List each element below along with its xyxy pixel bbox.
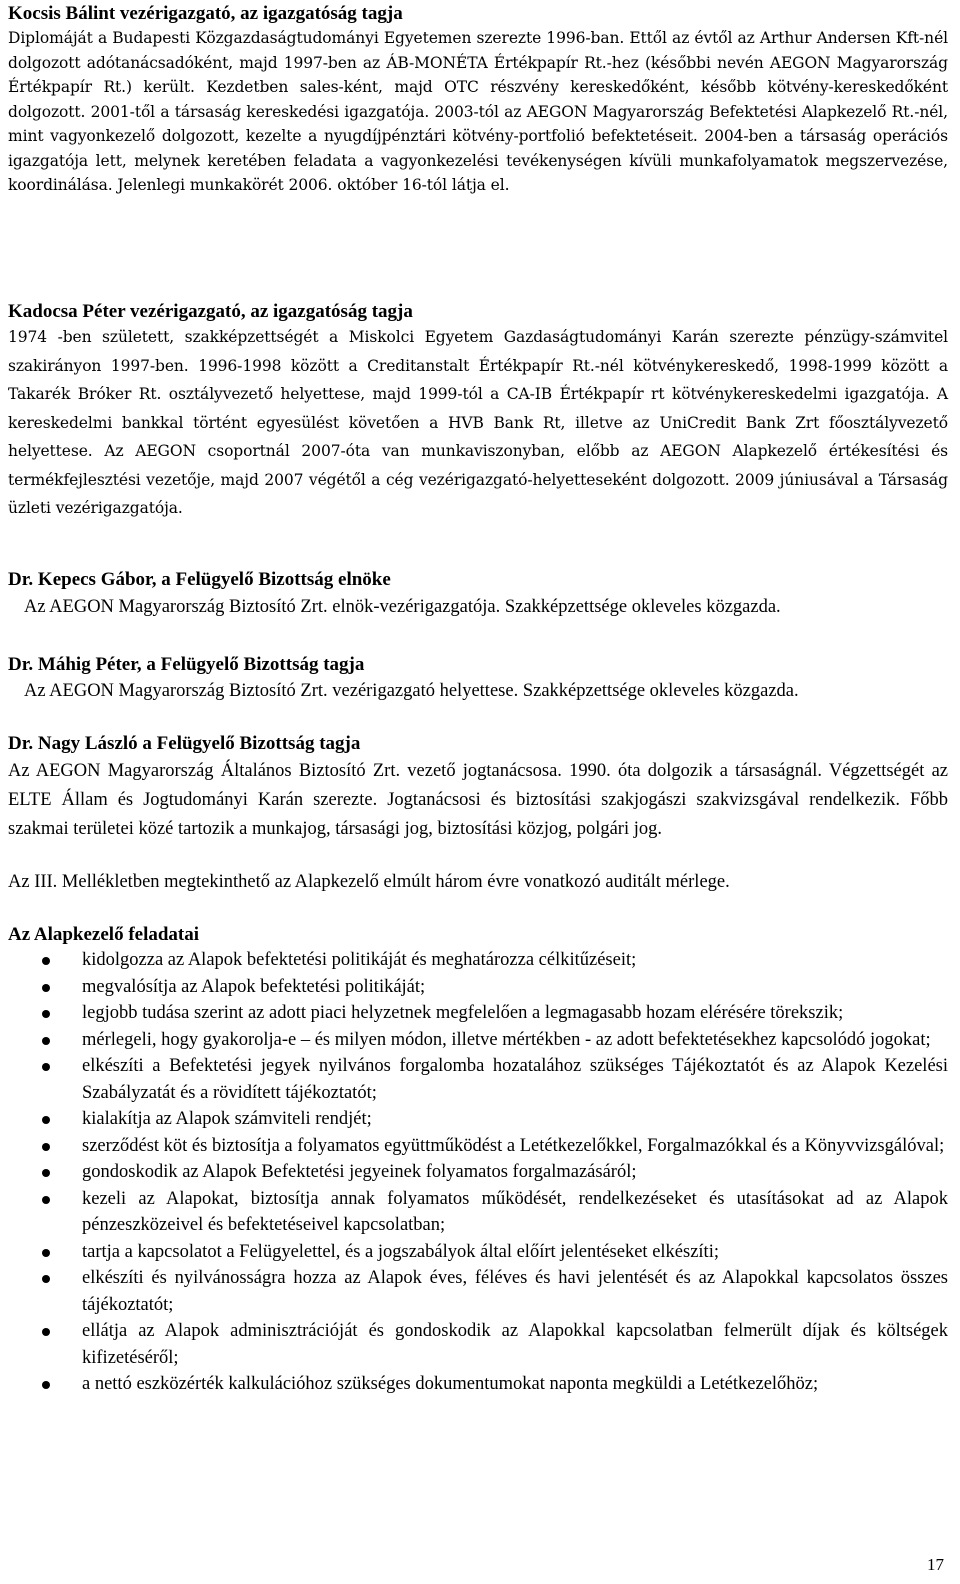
- bullet-icon: [42, 1063, 50, 1071]
- bullet-icon: [42, 1196, 50, 1204]
- bullet-icon: [42, 1249, 50, 1257]
- mahig-heading: Dr. Máhig Péter, a Felügyelő Bizottság tagja: [8, 654, 365, 675]
- bullet-icon: [42, 1010, 50, 1018]
- bullet-icon: [42, 1275, 50, 1283]
- tasks-list: [8, 947, 948, 1398]
- list-item: szerződést köt és biztosítja a folyamatos együttműködést a Letétkezelőkkel, Forgalmazókkal és a Könyvvizsgálóval;: [8, 1133, 948, 1160]
- bullet-icon: [42, 1381, 50, 1389]
- list-item: gondoskodik az Alapok Befektetési jegyeinek folyamatos forgalmazásáról;: [8, 1159, 948, 1186]
- mahig-bio: Az AEGON Magyarország Biztosító Zrt. vezérigazgató helyettese. Szakképzettsége okleveles közgazda.: [24, 681, 799, 701]
- kepecs-bio: Az AEGON Magyarország Biztosító Zrt. elnök-vezérigazgatója. Szakképzettsége okleveles közgazda.: [24, 597, 781, 617]
- list-item: kialakítja az Alapok számviteli rendjét;: [8, 1106, 948, 1133]
- bullet-icon: [42, 957, 50, 965]
- list-item: mérlegeli, hogy gyakorolja-e – és milyen módon, illetve mértékben - az adott befektetésekhez kapcsolódó jogokat;: [8, 1027, 948, 1054]
- list-item: kezeli az Alapokat, biztosítja annak folyamatos működését, rendelkezéseket és utasításokat ad az Alapok pénzeszközeivel és befektetéseivel kapcsolatban;: [8, 1186, 948, 1239]
- bullet-icon: [42, 1169, 50, 1177]
- annex-note: Az III. Mellékletben megtekinthető az Alapkezelő elmúlt három évre vonatkozó auditált mérlege.: [8, 872, 730, 892]
- bullet-icon: [42, 1116, 50, 1124]
- list-item: elkészíti és nyilvánosságra hozza az Alapok éves, féléves és havi jelentését és az Alapokkal kapcsolatos összes tájékoztatót;: [8, 1265, 948, 1318]
- bullet-icon: [42, 1328, 50, 1336]
- list-item: tartja a kapcsolatot a Felügyelettel, és a jogszabályok által előírt jelentéseket elkészíti;: [8, 1239, 948, 1266]
- kocsis-heading: Kocsis Bálint vezérigazgató, az igazgatóság tagja: [8, 3, 403, 24]
- bullet-icon: [42, 984, 50, 992]
- list-item: megvalósítja az Alapok befektetési politikáját;: [8, 974, 948, 1001]
- list-item: kidolgozza az Alapok befektetési politikáját és meghatározza célkitűzéseit;: [8, 947, 948, 974]
- nagy-heading: Dr. Nagy László a Felügyelő Bizottság tagja: [8, 733, 361, 754]
- list-item: ellátja az Alapok adminisztrációját és gondoskodik az Alapokkal kapcsolatban felmerült díjak és költségek kifizetéséről;: [8, 1318, 948, 1371]
- list-item: elkészíti a Befektetési jegyek nyilvános forgalomba hozatalához szükséges Tájékoztatót és az Alapok Kezelési Szabályzatát és a rövidített tájékoztatót;: [8, 1053, 948, 1106]
- kadocsa-heading: Kadocsa Péter vezérigazgató, az igazgatóság tagja: [8, 301, 413, 322]
- kepecs-heading: Dr. Kepecs Gábor, a Felügyelő Bizottság elnöke: [8, 569, 391, 590]
- kadocsa-bio: 1974 -ben született, szakképzettségét a Miskolci Egyetem Gazdaságtudományi Karán szerezte pénzügy-számvitel szakirányon 1997-ben. 1996-1998 között a Creditanstalt Értékpapír Rt.-nél kötvénykereskedő, 1998-1999 között a Takarék Bróker Rt. osztályvezető helyettese, majd 1999-tól a CA-IB Értékpapír rt kötvénykereskedelmi igazgatója. A kereskedelmi bankkal történt egyesülést követően a HVB Bank Rt, illetve az UniCredit Bank Zrt főosztályvezető helyettese. Az AEGON csoportnál 2007-óta van munkaviszonyban, előbb az AEGON Alapkezelő értékesítési és termékfejlesztési vezetője, majd 2007 végétől a cég vezérigazgató-helyetteseként dolgozott. 2009 júniusával a Társaság üzleti vezérigazgatója.: [8, 328, 948, 517]
- page-number: 17: [927, 1555, 944, 1574]
- bullet-icon: [42, 1037, 50, 1045]
- list-item: legjobb tudása szerint az adott piaci helyzetnek megfelelően a legmagasabb hozam elérésére törekszik;: [8, 1000, 948, 1027]
- tasks-heading: Az Alapkezelő feladatai: [8, 924, 200, 945]
- list-item: a nettó eszközérték kalkulációhoz szükséges dokumentumokat naponta megküldi a Letétkezelőhöz;: [8, 1371, 948, 1398]
- nagy-bio: Az AEGON Magyarország Általános Biztosító Zrt. vezető jogtanácsosa. 1990. óta dolgozik a társaságnál. Végzettségét az ELTE Állam és Jogtudományi Karán szerezte. Jogtanácsosi és biztosítási szakjogászi szakvizsgával rendelkezik. Főbb szakmai területei közé tartozik a munkajog, társasági jog, biztosítási közjog, polgári jog.: [8, 761, 948, 839]
- bullet-icon: [42, 1143, 50, 1151]
- kocsis-bio: Diplomáját a Budapesti Közgazdaságtudományi Egyetemen szerezte 1996-ban. Ettől az évtől az Arthur Andersen Kft-nél dolgozott adótanácsadóként, majd 1997-ben az ÁB-MONÉTA Értékpapír Rt.-hez (későbbi nevén AEGON Magyarország Értékpapír Rt.) került. Kezdetben sales-ként, majd OTC részvény kereskedőként, később kötvény-kereskedőként dolgozott. 2001-től a társaság kereskedési igazgatója. 2003-tól az AEGON Magyarország Befektetési Alapkezelő Rt.-nél, mint vagyonkezelő dolgozott, kezelte a nyugdíjpénztári kötvény-portfolió befektetéseit. 2004-ben a társaság operációs igazgatója lett, melynek keretében feladata a vagyonkezelési tevékenységen kívüli munkafolyamatok megszervezése, koordinálása. Jelenlegi munkakörét 2006. október 16-tól látja el.: [8, 29, 948, 194]
